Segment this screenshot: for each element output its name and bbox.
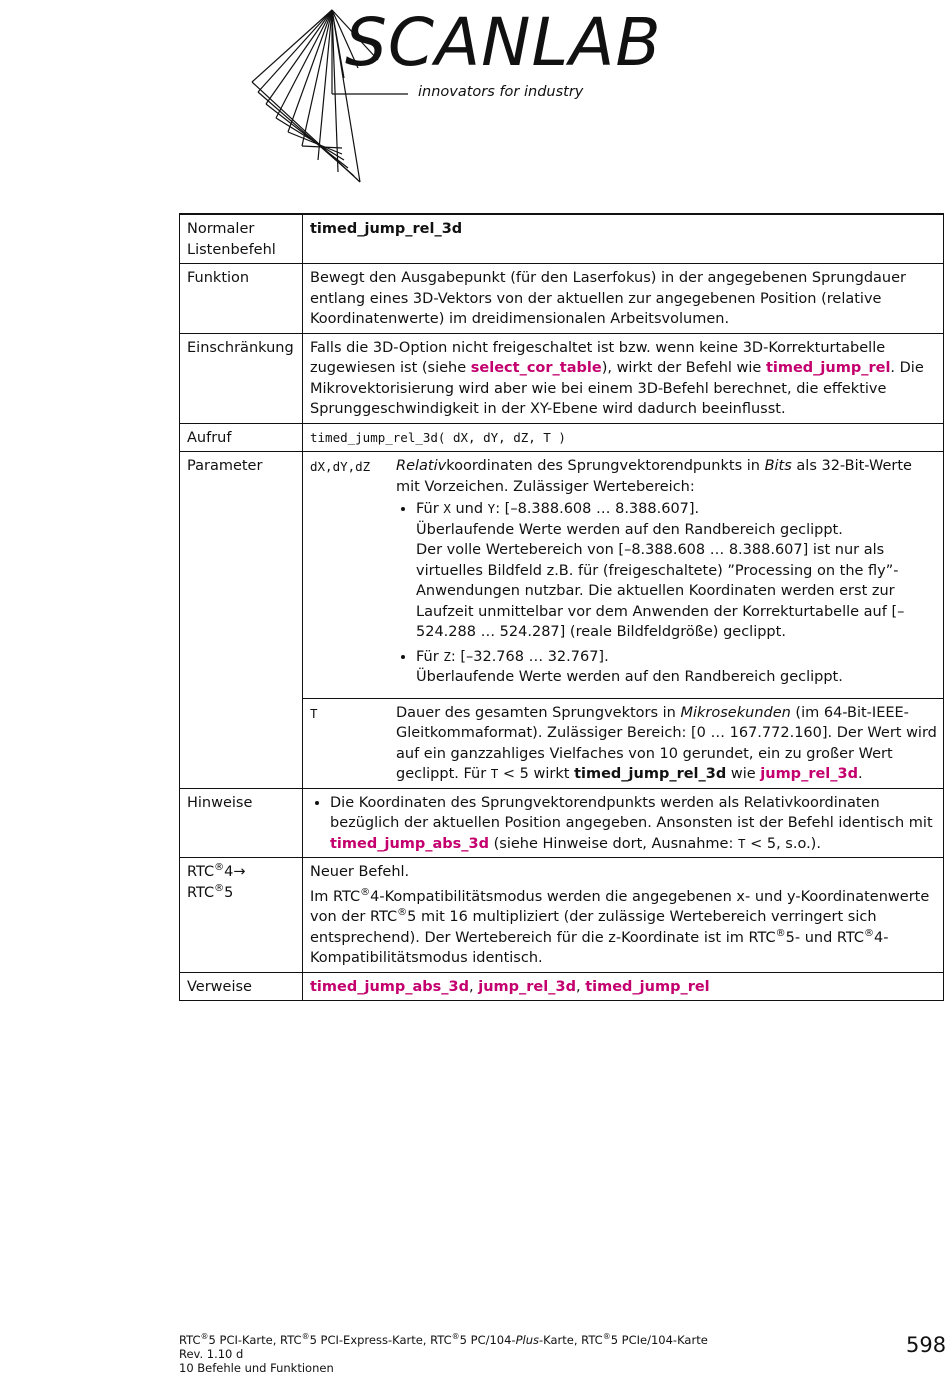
range-list bbox=[396, 499, 937, 688]
text-segment: : [–8.388.608 … 8.388.607]. bbox=[495, 501, 700, 517]
text-segment: wie bbox=[726, 766, 761, 782]
text-segment: Relativ bbox=[396, 458, 447, 474]
text-segment: als 32-Bit-Werte mit Vorzeichen. Zulässiger Wertebereich: bbox=[396, 458, 912, 495]
text-segment: Dauer des gesamten Sprungvektors in bbox=[396, 704, 681, 721]
text-segment: 5 bbox=[224, 884, 234, 901]
link-timed-jump-abs-3d[interactable]: timed_jump_abs_3d bbox=[330, 835, 490, 852]
text-segment: 5- und RTC bbox=[785, 929, 865, 946]
text-segment: 5 mit 16 multipliziert (der zulässige Wertebereich verringert sich entsprechend). Der Wertebereich für die z-Koordinate ist im RTC bbox=[310, 909, 877, 946]
text-segment: (siehe Hinweise dort, Ausnahme: bbox=[489, 835, 738, 852]
text-segment: Die Koordinaten des Sprungvektorendpunkts werden als Relativkoordinaten bezüglich der aktuellen Position angegeben. Ansonsten ist der Befehl identisch mit bbox=[330, 794, 933, 831]
text-segment: 4-Kompatibilitätsmodus werden die angegebenen x- und y-Koordinatenwerte von der RTC bbox=[310, 888, 930, 925]
text-segment: Für bbox=[416, 501, 444, 517]
row-einschraenkung bbox=[180, 333, 944, 423]
row-rtc-compat bbox=[180, 858, 944, 973]
list-item bbox=[416, 647, 937, 688]
label-normaler-listenbefehl: Normaler Listenbefehl bbox=[180, 214, 303, 264]
text-segment: Der volle Wertebereich von [–8.388.608 … 8.388.607] ist nur als virtuelles Bildfeld z.B. für (freigeschaltete) ”Processing on the fly”-Anwendungen nutzbar. Die aktuellen Koordinaten werden erst zur Laufzeit unmittelbar vor dem Anwenden der Korrekturtabelle auf [–524.288 … 524.287] (reale Bildfeldgröße) geclippt. bbox=[416, 542, 905, 640]
command-name-text: timed_jump_rel_3d bbox=[310, 221, 463, 237]
rtc-compat-paragraph bbox=[310, 887, 937, 969]
text-segment: und bbox=[450, 501, 488, 517]
page-number: 598 bbox=[906, 1333, 947, 1357]
text-segment: 5 PC/104- bbox=[459, 1333, 516, 1347]
text-segment: -Karte, RTC bbox=[539, 1333, 603, 1347]
label-parameter: Parameter bbox=[180, 452, 303, 789]
label-verweise: Verweise bbox=[180, 972, 303, 1001]
text-segment: koordinaten des Sprungvektorendpunkts in bbox=[446, 458, 765, 474]
param-dxdydz bbox=[310, 456, 937, 692]
text-segment: < 5 wirkt bbox=[498, 766, 575, 782]
param-description bbox=[396, 703, 937, 785]
hinweise-list bbox=[310, 793, 937, 855]
param-description bbox=[396, 456, 937, 692]
code-signature: timed_jump_rel_3d( dX, dY, dZ, T ) bbox=[310, 429, 566, 445]
text-segment: 5 PCI-Karte, RTC bbox=[208, 1333, 302, 1347]
list-item bbox=[416, 499, 937, 643]
label-aufruf: Aufruf bbox=[180, 423, 303, 452]
text-segment: RTC bbox=[179, 1333, 201, 1347]
text-segment: . bbox=[858, 766, 863, 782]
row-hinweise bbox=[180, 788, 944, 858]
text-segment: Für bbox=[416, 648, 444, 665]
code-t: T bbox=[490, 766, 499, 781]
reg-mark: ® bbox=[214, 862, 225, 874]
row-funktion bbox=[180, 264, 944, 334]
list-item bbox=[330, 793, 937, 855]
reg-mark: ® bbox=[451, 1332, 460, 1342]
label-rtc4-rtc5 bbox=[180, 858, 303, 973]
param-name: dX,dY,dZ bbox=[310, 459, 371, 474]
reg-mark: ® bbox=[602, 1332, 611, 1342]
link-timed-jump-abs-3d[interactable]: timed_jump_abs_3d bbox=[310, 978, 470, 995]
text-segment: 4→ RTC bbox=[187, 864, 246, 901]
text-segment: ), wirkt der Befehl wie bbox=[601, 360, 766, 376]
text-segment: Überlaufende Werte werden auf den Randbereich geclippt. bbox=[416, 669, 843, 685]
hinweise-cell bbox=[303, 788, 944, 858]
text-segment: : [–32.768 … 32.767]. bbox=[450, 648, 609, 665]
row-parameter bbox=[180, 452, 944, 789]
footer-products bbox=[179, 1333, 708, 1347]
code-x: X bbox=[443, 501, 451, 516]
row-command bbox=[180, 214, 944, 264]
row-verweise bbox=[180, 972, 944, 1001]
text-segment: 4-Kompatibilitätsmodus identisch. bbox=[310, 929, 889, 966]
link-timed-jump-rel[interactable]: timed_jump_rel bbox=[765, 360, 891, 376]
link-jump-rel-3d[interactable]: jump_rel_3d bbox=[760, 766, 858, 782]
footer-revision: Rev. 1.10 d bbox=[179, 1347, 244, 1361]
command-name bbox=[303, 214, 944, 264]
verweise-cell bbox=[303, 972, 944, 1001]
text-segment: 5 PCI-Express-Karte, RTC bbox=[309, 1333, 452, 1347]
command-spec-table bbox=[179, 213, 944, 1001]
label-hinweise: Hinweise bbox=[180, 788, 303, 858]
label-funktion: Funktion bbox=[180, 264, 303, 334]
page-footer bbox=[179, 1333, 708, 1375]
text-segment: Mikrosekunden bbox=[680, 704, 791, 721]
funktion-text: Bewegt den Ausgabepunkt (für den Laserfokus) in der angegebenen Sprungdauer entlang eines 3D-Vektors von der aktuellen zur angegebenen Position (relative Koordinatenwerte) im dreidimensionalen Arbeitsvolumen. bbox=[303, 264, 944, 334]
text-segment: Überlaufende Werte werden auf den Randbereich geclippt. bbox=[416, 521, 843, 538]
param-t bbox=[310, 703, 937, 785]
reg-mark: ® bbox=[775, 927, 786, 939]
text-segment: Bits bbox=[764, 458, 792, 474]
link-timed-jump-rel[interactable]: timed_jump_rel bbox=[585, 978, 710, 995]
code-t: T bbox=[737, 835, 746, 851]
text-segment: Falls die 3D-Option nicht freigeschaltet ist bzw. wenn keine 3D-Korrekturtabelle zugewiesen ist (siehe bbox=[310, 339, 886, 376]
einschraenkung-text bbox=[303, 333, 944, 423]
param-name: T bbox=[310, 705, 318, 721]
parameter-cell bbox=[303, 452, 944, 789]
text-segment: RTC bbox=[187, 864, 215, 880]
text-segment: Neuer Befehl. bbox=[310, 864, 410, 880]
reg-mark: ® bbox=[397, 907, 408, 919]
text-segment: (im 64-Bit-IEEE-Gleitkommaformat). Zulässiger Bereich: [0 … 167.772.160]. Der Wert wird auf ein ganzzahliges Vielfaches von 10 gerundet, ein zu großer Wert geclippt. Für bbox=[396, 704, 937, 782]
logo-tagline: innovators for industry bbox=[418, 84, 584, 100]
reg-mark: ® bbox=[214, 882, 225, 894]
text-segment: , bbox=[469, 978, 479, 995]
text-segment: Im RTC bbox=[310, 888, 361, 905]
reg-mark: ® bbox=[864, 927, 875, 939]
label-einschraenkung: Einschränkung bbox=[180, 333, 303, 423]
code-z: Z bbox=[443, 648, 451, 664]
code-y: Y bbox=[487, 501, 496, 516]
text-segment: . Die Mikrovektorisierung wird aber wie bei einem 3D-Befehl berechnet, die effektive Sprunggeschwindigkeit in der XY-Ebene wird dadurch beeinflusst. bbox=[310, 360, 924, 417]
link-jump-rel-3d[interactable]: jump_rel_3d bbox=[478, 978, 576, 995]
logo-wordmark: SCANLAB bbox=[345, 4, 662, 81]
text-segment: , bbox=[575, 978, 586, 995]
param-divider bbox=[303, 698, 943, 699]
aufruf-code bbox=[303, 423, 944, 452]
text-segment: < 5, s.o.). bbox=[745, 835, 821, 852]
row-aufruf bbox=[180, 423, 944, 452]
rtc-compat-text bbox=[303, 858, 944, 973]
reg-mark: ® bbox=[360, 886, 371, 898]
text-segment: 5 PCIe/104-Karte bbox=[610, 1333, 708, 1347]
text-segment: timed_jump_rel_3d bbox=[574, 766, 727, 782]
text-segment: Plus bbox=[515, 1333, 539, 1347]
footer-chapter: 10 Befehle und Funktionen bbox=[179, 1361, 334, 1375]
reg-mark: ® bbox=[301, 1332, 310, 1342]
reg-mark: ® bbox=[200, 1332, 209, 1342]
link-select-cor-table[interactable]: select_cor_table bbox=[470, 360, 602, 376]
